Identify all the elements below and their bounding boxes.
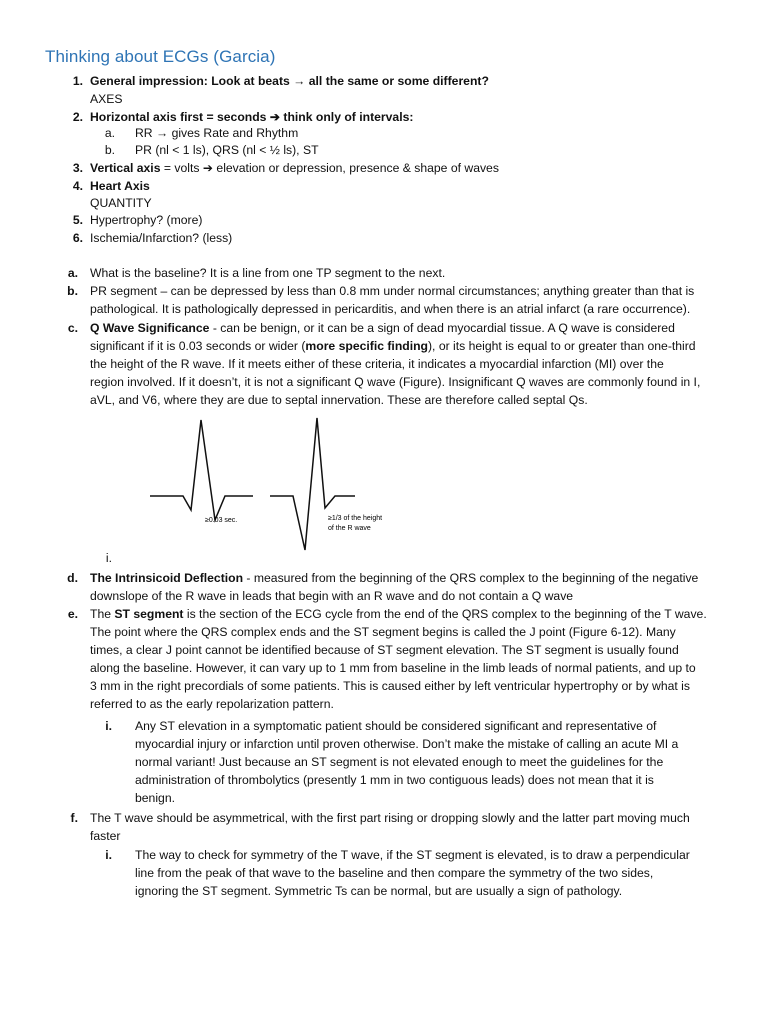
list-subitem: PR (nl < 1 ls), QRS (nl < ½ ls), ST [135, 143, 319, 157]
list-subitem: RR → gives Rate and Rhythm [135, 126, 299, 140]
paragraph-line: Q Wave Significance - can be benign, or it can be a sign of dead myocardial tissue. A Q wave is considered [90, 321, 675, 335]
paragraph-line: The way to check for symmetry of the T wave, if the ST segment is elevated, is to draw a perpendicular [135, 848, 690, 862]
paragraph-line: line from the peak of that wave to the baseline and then compare the symmetry of the two sides, [135, 866, 654, 880]
paragraph-line: ignoring the ST segment. Symmetric Ts can be normal, but are usually a sign of pathology. [135, 884, 623, 898]
list-number: 4. [72, 179, 83, 193]
paragraph-line: myocardial injury or infarction until proven otherwise. Don’t make the mistake of calling an acute MI a [135, 737, 679, 751]
list-item-extra: QUANTITY [90, 196, 152, 210]
paragraph-line: the height of the R wave. If it meets either of these criteria, it indicates a myocardial infarction (MI) over the [90, 357, 664, 371]
paragraph-line: The point where the QRS complex ends and the ST segment begins is called the J point (Figure 6-12). Many [90, 625, 676, 639]
paragraph-line: significant if it is 0.03 seconds or wider (more specific finding), or its height is equal to or greater than one-third [90, 339, 696, 353]
list-letter: b. [104, 143, 115, 157]
paragraph-line: referred to as the early repolarization pattern. [90, 697, 334, 711]
list-letter: a. [67, 266, 78, 280]
list-letter: f. [70, 811, 78, 825]
figure-label-height-2: of the R wave [328, 525, 371, 532]
list-item: General impression: Look at beats → all the same or some different? [90, 74, 489, 88]
paragraph-line: faster [90, 829, 121, 843]
paragraph-line: pathological. It is pathologically depressed in pericarditis, and when there is an atrial infarct (a rare occurrence). [90, 302, 691, 316]
paragraph-line: The T wave should be asymmetrical, with the first part rising or dropping slowly and the latter part moving much [90, 811, 690, 825]
list-number: 1. [72, 74, 83, 88]
paragraph-line: The ST segment is the section of the ECG cycle from the end of the QRS complex to the beginning of the T wave. [90, 607, 707, 621]
list-letter: e. [67, 607, 78, 621]
paragraph-line: aVL, and V6, where they are due to septal innervation. These are therefore called septal Qs. [90, 393, 588, 407]
paragraph-line: PR segment – can be depressed by less than 0.8 mm under normal circumstances; anything greater than that is [90, 284, 695, 298]
list-letter: b. [67, 284, 78, 298]
list-number: 2. [72, 110, 83, 124]
paragraph-line: What is the baseline? It is a line from one TP segment to the next. [90, 266, 446, 280]
paragraph-line: region involved. If it doesn’t, it is not a significant Q wave (Figure). Insignificant Q waves are commonly found in I, [90, 375, 701, 389]
list-roman: i. [105, 719, 112, 733]
paragraph-line: normal variant! Just because an ST segment is not elevated enough to meet the guidelines for the [135, 755, 664, 769]
list-roman: i. [105, 848, 112, 862]
paragraph-line: Any ST elevation in a symptomatic patient should be considered significant and representative of [135, 719, 657, 733]
figure-label-height-1: ≥1/3 of the height [328, 515, 383, 522]
list-item: Ischemia/Infarction? (less) [90, 231, 233, 245]
paragraph-line: The Intrinsicoid Deflection - measured from the beginning of the QRS complex to the beginning of the negative [90, 571, 699, 585]
list-letter: c. [67, 321, 78, 335]
list-item: Heart Axis [90, 179, 150, 193]
list-letter: a. [104, 126, 115, 140]
list-number: 6. [72, 231, 83, 245]
list-number: 5. [72, 213, 83, 227]
paragraph-line: benign. [135, 791, 175, 805]
list-item: Horizontal axis first = seconds ➔ think only of intervals: [90, 110, 414, 124]
figure-label-duration: ≥0.03 sec. [205, 517, 238, 524]
paragraph-line: times, a clear J point cannot be identified because of ST segment elevation. The ST segment is usually found [90, 643, 679, 657]
q-wave-figure [145, 412, 395, 554]
list-letter: d. [67, 571, 78, 585]
list-item-extra: AXES [90, 92, 123, 106]
paragraph-line: downslope of the R wave in leads that begin with an R wave and do not contain a Q wave [90, 589, 574, 603]
paragraph-line: administration of thrombolytics (presently 1 mm in two contiguous leads) does not mean that it is [135, 773, 654, 787]
list-number: 3. [72, 161, 83, 175]
paragraph-line: along the baseline. However, it can vary up to 1 mm from baseline in the limb leads of normal patients, and up to [90, 661, 696, 675]
list-roman: i. [105, 551, 112, 565]
list-item: Vertical axis = volts ➔ elevation or depression, presence & shape of waves [90, 161, 499, 175]
paragraph-line: 3 mm in the right precordials of some patients. This is caused either by left ventricular hypertrophy or by what is [90, 679, 690, 693]
q-wave-trace-1 [150, 420, 253, 520]
list-item: Hypertrophy? (more) [90, 213, 203, 227]
page-title: Thinking about ECGs (Garcia) [45, 47, 276, 66]
